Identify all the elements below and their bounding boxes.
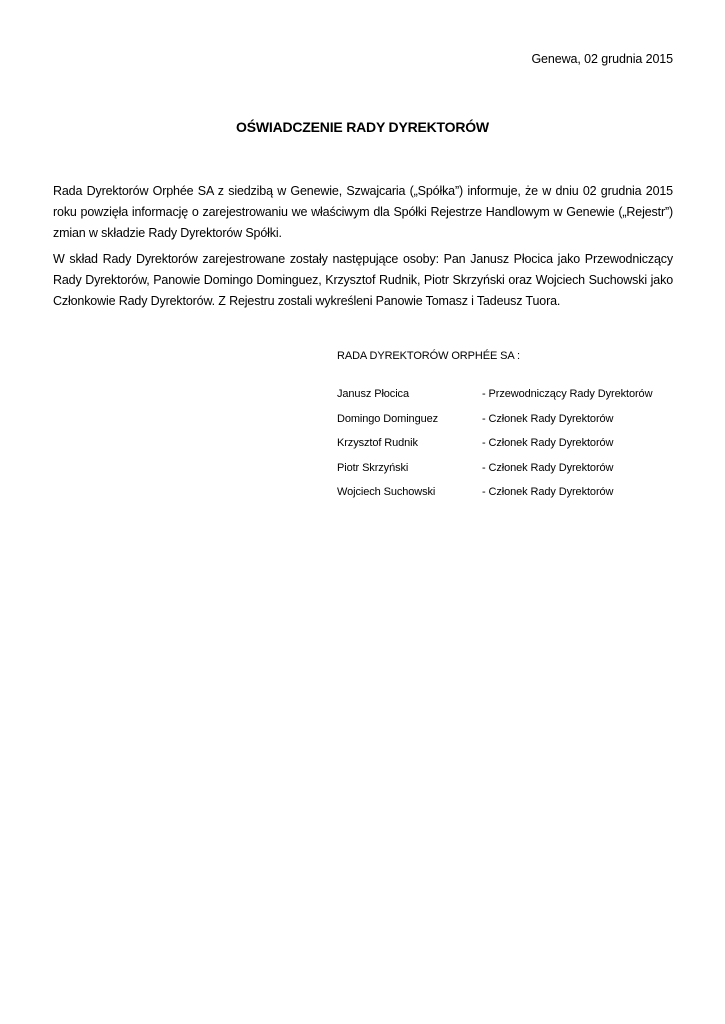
member-role: - Członek Rady Dyrektorów — [482, 486, 614, 498]
member-row — [337, 480, 652, 505]
member-name: Janusz Płocica — [337, 388, 409, 400]
member-role: - Członek Rady Dyrektorów — [482, 461, 614, 474]
signature-heading: RADA DYREKTORÓW ORPHÉE SA : — [337, 350, 520, 362]
member-role: - Przewodniczący Rady Dyrektorów — [482, 388, 653, 400]
document-title: OŚWIADCZENIE RADY DYREKTORÓW — [236, 119, 489, 135]
paragraph-announcement: Rada Dyrektorów Orphée SA z siedzibą w Genewie, Szwajcaria („Spółka”) informuje, że w dniu 02 grudnia 2015 roku powzięła informację o zarejestrowaniu we właściwym dla Spółki Rejestrze Handlowym w Genewie („Rejestr”) zmian w składzie Rady Dyrektorów Spółki. — [53, 184, 673, 240]
date-line: Genewa, 02 grudnia 2015 — [531, 52, 673, 66]
member-role: - Członek Rady Dyrektorów — [482, 437, 614, 449]
signature-block — [337, 348, 652, 505]
member-row — [337, 456, 652, 481]
member-name: Piotr Skrzyński — [337, 461, 409, 474]
member-role: - Członek Rady Dyrektorów — [482, 412, 614, 425]
paragraph-board-composition: W skład Rady Dyrektorów zarejestrowane zostały następujące osoby: Pan Janusz Płocica jako Przewodniczący Rady Dyrektorów, Panowie Domingo Dominguez, Krzysztof Rudnik, Piotr Skrzyński oraz Wojciech Suchowski jako Członkowie Rady Dyrektorów. Z Rejestru zostali wykreśleni Panowie Tomasz i Tadeusz Tuora. — [53, 252, 673, 308]
member-row — [337, 382, 652, 407]
member-name: Domingo Dominguez — [337, 412, 439, 425]
member-row — [337, 431, 652, 456]
member-name: Wojciech Suchowski — [337, 486, 436, 498]
member-row — [337, 407, 652, 432]
member-name: Krzysztof Rudnik — [337, 437, 418, 449]
